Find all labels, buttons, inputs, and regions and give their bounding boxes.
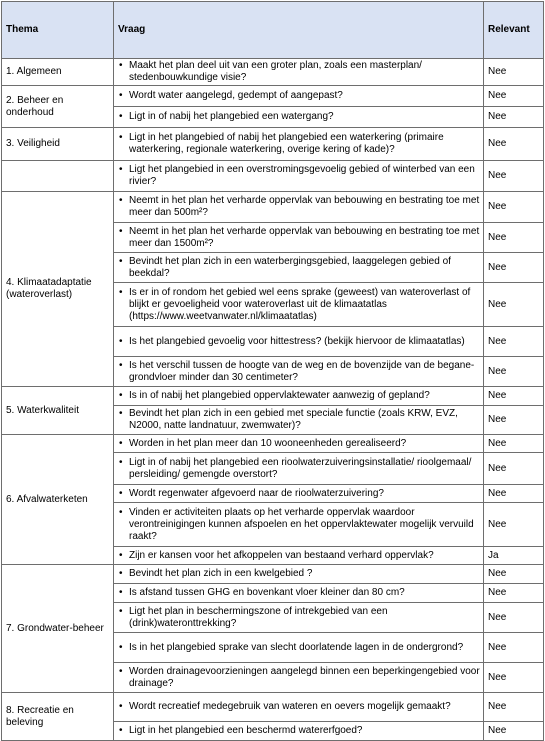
header-vraag: Vraag xyxy=(114,2,484,59)
bullet-icon: • xyxy=(119,568,123,579)
bullet-icon: • xyxy=(119,255,123,267)
relevant-cell: Nee xyxy=(484,107,544,128)
vraag-text: Wordt recreatief medegebruik van wateren en oevers mogelijk gemaakt? xyxy=(129,701,451,712)
vraag-text: Ligt het plan in beschermingszone of intrekgebied van een (drink)wateronttrekking? xyxy=(129,605,388,629)
vraag-cell xyxy=(114,547,484,565)
bullet-icon: • xyxy=(119,132,123,143)
vraag-cell xyxy=(114,59,484,86)
vraag-text: Is in het plangebied sprake van slecht doorlatende lagen in de ondergrond? xyxy=(129,641,464,653)
vraag-text: Ligt in het plangebied of nabij het plangebied een waterkering (primaire waterkering, regionale waterkering, overige kering of kade)? xyxy=(129,132,444,155)
vraag-text: Neemt in het plan het verharde oppervlak van bebouwing en bestrating toe met meer dan 1500m²? xyxy=(129,225,480,249)
vraag-text: Vinden er activiteiten plaats op het verharde oppervlak waardoor verontreinigingen kunnen afspoelen en het oppervlaktewater mogelijk vervuild raakt? xyxy=(129,506,474,542)
relevant-cell: Nee xyxy=(484,565,544,584)
relevant-cell: Nee xyxy=(484,161,544,192)
vraag-text: Maakt het plan deel uit van een groter plan, zoals een masterplan/ stedenbouwkundige visie? xyxy=(129,60,422,83)
vraag-cell xyxy=(114,107,484,128)
table-row xyxy=(2,161,544,192)
vraag-cell xyxy=(114,406,484,435)
vraag-cell xyxy=(114,633,484,663)
table-row xyxy=(2,387,544,406)
header-row xyxy=(2,2,544,59)
bullet-icon: • xyxy=(119,225,123,237)
relevant-cell: Nee xyxy=(484,584,544,603)
thema-cell: 3. Veiligheid xyxy=(2,128,114,161)
bullet-icon: • xyxy=(119,506,123,518)
water-check-table xyxy=(1,1,544,741)
thema-cell: 2. Beheer en onderhoud xyxy=(2,86,114,128)
table-row xyxy=(2,128,544,161)
table-row xyxy=(2,59,544,86)
thema-cell: 7. Grondwater-beheer xyxy=(2,565,114,693)
thema-cell: 8. Recreatie en beleving xyxy=(2,693,114,741)
bullet-icon: • xyxy=(119,605,123,617)
bullet-icon: • xyxy=(119,286,123,298)
vraag-text: Bevindt het plan zich in een kwelgebied ? xyxy=(129,568,313,579)
vraag-cell xyxy=(114,357,484,387)
relevant-cell: Nee xyxy=(484,283,544,327)
vraag-cell xyxy=(114,283,484,327)
vraag-cell xyxy=(114,253,484,283)
bullet-icon: • xyxy=(119,408,123,419)
vraag-cell xyxy=(114,387,484,406)
vraag-text: Wordt regenwater afgevoerd naar de rioolwaterzuivering? xyxy=(129,487,384,499)
bullet-icon: • xyxy=(119,164,123,175)
relevant-cell: Nee xyxy=(484,128,544,161)
vraag-cell xyxy=(114,128,484,161)
vraag-text: Neemt in het plan het verharde oppervlak van bebouwing en bestrating toe met meer dan 500m²? xyxy=(129,195,480,218)
vraag-text: Is het plangebied gevoelig voor hittestress? (bekijk hiervoor de klimaatatlas) xyxy=(129,335,465,347)
relevant-cell: Nee xyxy=(484,693,544,722)
vraag-text: Bevindt het plan zich in een waterbergingsgebied, laaggelegen gebied of beekdal? xyxy=(129,255,451,279)
bullet-icon: • xyxy=(119,456,123,468)
vraag-cell xyxy=(114,327,484,357)
vraag-text: Zijn er kansen voor het afkoppelen van bestaand verhard oppervlak? xyxy=(129,549,434,561)
relevant-cell: Nee xyxy=(484,503,544,547)
thema-cell: 6. Afvalwaterketen xyxy=(2,435,114,565)
bullet-icon: • xyxy=(119,487,123,499)
relevant-cell: Nee xyxy=(484,435,544,453)
relevant-cell: Nee xyxy=(484,387,544,406)
vraag-cell xyxy=(114,584,484,603)
vraag-text: Ligt in of nabij het plangebied een watergang? xyxy=(129,111,334,122)
header-relevant: Relevant xyxy=(484,2,544,59)
vraag-cell xyxy=(114,693,484,722)
vraag-cell xyxy=(114,722,484,741)
relevant-cell: Nee xyxy=(484,86,544,107)
thema-cell xyxy=(2,161,114,192)
vraag-text: Worden drainagevoorzieningen aangelegd binnen een beperkingengebied voor drainage? xyxy=(129,665,480,689)
vraag-cell xyxy=(114,663,484,693)
table-row xyxy=(2,435,544,453)
vraag-cell xyxy=(114,192,484,223)
relevant-cell: Nee xyxy=(484,453,544,485)
vraag-text: Ligt het plangebied in een overstromingsgevoelig gebied of winterbed van een rivier? xyxy=(129,164,475,187)
thema-cell: 5. Waterkwaliteit xyxy=(2,387,114,435)
vraag-text: Is het verschil tussen de hoogte van de weg en de bovenzijde van de begane-grondvloer minder dan 30 centimeter? xyxy=(129,359,475,383)
vraag-cell xyxy=(114,86,484,107)
vraag-text: Ligt in of nabij het plangebied een rioolwaterzuiveringsinstallatie/ rioolgemaal/ persleiding/ gemengde overstort? xyxy=(129,456,472,480)
vraag-cell xyxy=(114,565,484,584)
vraag-cell xyxy=(114,485,484,503)
relevant-cell: Nee xyxy=(484,327,544,357)
bullet-icon: • xyxy=(119,641,123,653)
relevant-cell: Nee xyxy=(484,722,544,741)
vraag-text: Bevindt het plan zich in een gebied met speciale functie (zoals KRW, EVZ, N2000, natte landnatuur, zwemwater)? xyxy=(129,408,458,431)
table-row xyxy=(2,192,544,223)
bullet-icon: • xyxy=(119,195,123,206)
relevant-cell: Nee xyxy=(484,603,544,633)
relevant-cell: Nee xyxy=(484,485,544,503)
bullet-icon: • xyxy=(119,587,123,598)
table-row xyxy=(2,86,544,107)
vraag-text: Wordt water aangelegd, gedempt of aangepast? xyxy=(129,90,343,101)
vraag-cell xyxy=(114,161,484,192)
relevant-cell: Nee xyxy=(484,192,544,223)
relevant-cell: Nee xyxy=(484,406,544,435)
bullet-icon: • xyxy=(119,90,123,101)
vraag-cell xyxy=(114,223,484,253)
bullet-icon: • xyxy=(119,111,123,122)
bullet-icon: • xyxy=(119,390,123,401)
vraag-cell xyxy=(114,453,484,485)
relevant-cell: Nee xyxy=(484,253,544,283)
header-thema: Thema xyxy=(2,2,114,59)
vraag-text: Is afstand tussen GHG en bovenkant vloer kleiner dan 80 cm? xyxy=(129,587,405,598)
table-body xyxy=(2,59,544,741)
vraag-cell xyxy=(114,603,484,633)
relevant-cell: Nee xyxy=(484,357,544,387)
bullet-icon: • xyxy=(119,359,123,371)
table-row xyxy=(2,565,544,584)
table-row xyxy=(2,693,544,722)
bullet-icon: • xyxy=(119,725,123,736)
vraag-cell xyxy=(114,435,484,453)
bullet-icon: • xyxy=(119,665,123,677)
vraag-text: Is in of nabij het plangebied oppervlaktewater aanwezig of gepland? xyxy=(129,390,430,401)
bullet-icon: • xyxy=(119,335,123,347)
relevant-cell: Ja xyxy=(484,547,544,565)
vraag-text: Is er in of rondom het gebied wel eens sprake (geweest) van wateroverlast of blijkt er gevoeligheid voor wateroverlast uit de klimaatatlas (https://www.weetvanwater.nl/klimaatatlas) xyxy=(129,286,471,322)
thema-cell: 4. Klimaatadaptatie (wateroverlast) xyxy=(2,192,114,387)
vraag-cell xyxy=(114,503,484,547)
bullet-icon: • xyxy=(119,701,123,712)
relevant-cell: Nee xyxy=(484,59,544,86)
bullet-icon: • xyxy=(119,549,123,561)
relevant-cell: Nee xyxy=(484,223,544,253)
bullet-icon: • xyxy=(119,60,123,71)
relevant-cell: Nee xyxy=(484,663,544,693)
thema-cell: 1. Algemeen xyxy=(2,59,114,86)
bullet-icon: • xyxy=(119,437,123,449)
vraag-text: Ligt in het plangebied een beschermd watererfgoed? xyxy=(129,725,363,736)
relevant-cell: Nee xyxy=(484,633,544,663)
vraag-text: Worden in het plan meer dan 10 wooneenheden gerealiseerd? xyxy=(129,437,407,449)
